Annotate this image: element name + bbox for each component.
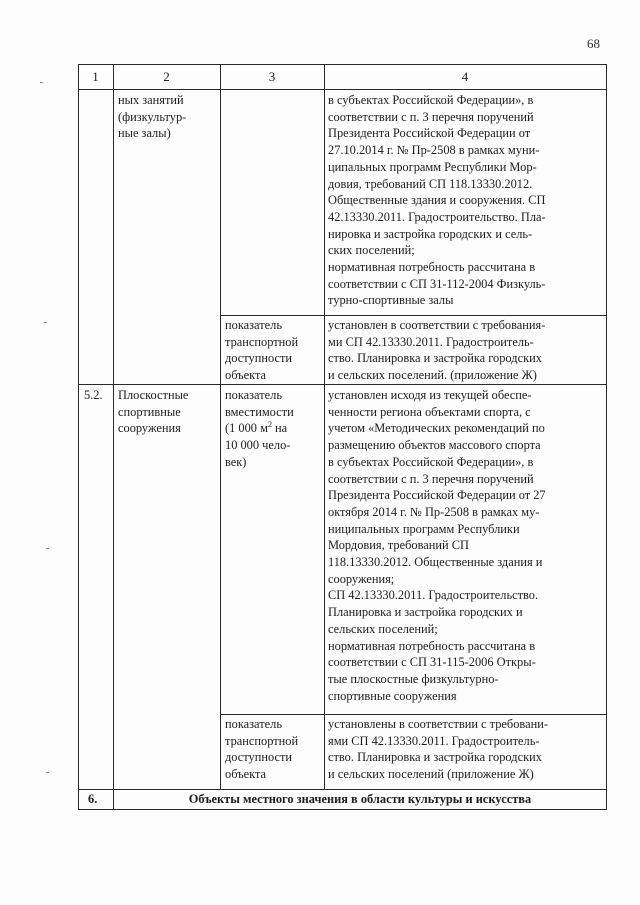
row-transport-1-description: установлен в соответствии с требования- ми СП 42.13330.2011. Градостроитель- ство. Планировка и застройка городских и сельских поселений. (приложение Ж) [328, 318, 546, 383]
row-5-2-capacity-indicator [225, 387, 323, 471]
row-transport-2-indicator: показатель транспортной доступности объекта [225, 717, 299, 782]
row-split-transport-2 [220, 714, 607, 715]
capacity-text-b: на 10 000 чело- век) [225, 421, 291, 469]
capacity-superscript: 2 [267, 420, 272, 430]
row-sport-halls-description: в субъектах Российской Федерации», в соответствии с п. 3 перечня поручений Президента Российской Федерации от 27.10.2014 г. № Пр-2508 в рамках муни- ципальных программ Республики Мор- довия, требований СП 118.13330.2012. Общественные здания и сооружения. СП 42.13330.2011. Градостроительство. Пла- нировка и застройка городских и сель- ских поселений; нормативная потребность рассчитана в соответствии с СП 31-112-2004 Физкуль- турно-спортивные залы [328, 93, 546, 308]
table-border-right [606, 64, 607, 809]
row-split-transport-1 [220, 315, 607, 316]
table-border-top [78, 64, 607, 65]
page-number: 68 [587, 36, 600, 51]
row-transport-2-description: установлены в соответствии с требовани- ями СП 42.13330.2011. Градостроитель- ство. Планировка и застройка городских и сельских поселений (приложение Ж) [328, 717, 549, 782]
table-divider-col2 [220, 64, 221, 789]
row-5-2-name: Плоскостные спортивные сооружения [118, 388, 189, 436]
table-divider-col1 [113, 64, 114, 809]
table-divider-col3 [324, 64, 325, 789]
row-5-2-description: установлен исходя из текущей обеспе- ченности региона объектами спорта, с учетом «Методических рекомендаций по размещению объектов массового спорта в субъектах Российской Федерации», в соответствии с п. 3 перечня поручений Президента Российской Федерации от 27 октября 2014 г. № Пр-2508 в рамках му- ниципальных программ Республики Мордовия, требований СП 118.13330.2012. Общественные здания и сооружения; СП 42.13330.2011. Градостроительство. Планировка и застройка городских и сельских поселений; нормативная потребность рассчитана в соответствии с СП 31-115-2006 Откры- тые плоскостные физкультурно- спортивные сооружения [328, 388, 546, 703]
scan-speck [46, 772, 49, 773]
scan-speck [40, 82, 43, 83]
row-6-number: 6. [88, 792, 98, 806]
row-transport-1-indicator: показатель транспортной доступности объекта [225, 318, 299, 383]
scan-speck [44, 322, 47, 323]
row-sport-halls-name: ных занятий (физкультур- ные залы) [118, 93, 187, 141]
table-header-bottom [78, 89, 607, 90]
row-split-5-2 [78, 384, 607, 385]
header-col-3: 3 [268, 69, 276, 84]
capacity-text-a: показатель вместимости (1 000 м [225, 388, 294, 436]
header-col-1: 1 [92, 69, 99, 84]
row-5-2-number: 5.2. [84, 388, 103, 402]
table-border-bottom [78, 809, 607, 810]
table-border-left [78, 64, 79, 809]
row-6-title: Объекты местного значения в области культуры и искусства [188, 792, 532, 806]
scan-speck [46, 548, 49, 549]
header-col-4: 4 [461, 69, 469, 84]
header-col-2: 2 [163, 69, 170, 84]
row-split-6 [78, 789, 607, 790]
